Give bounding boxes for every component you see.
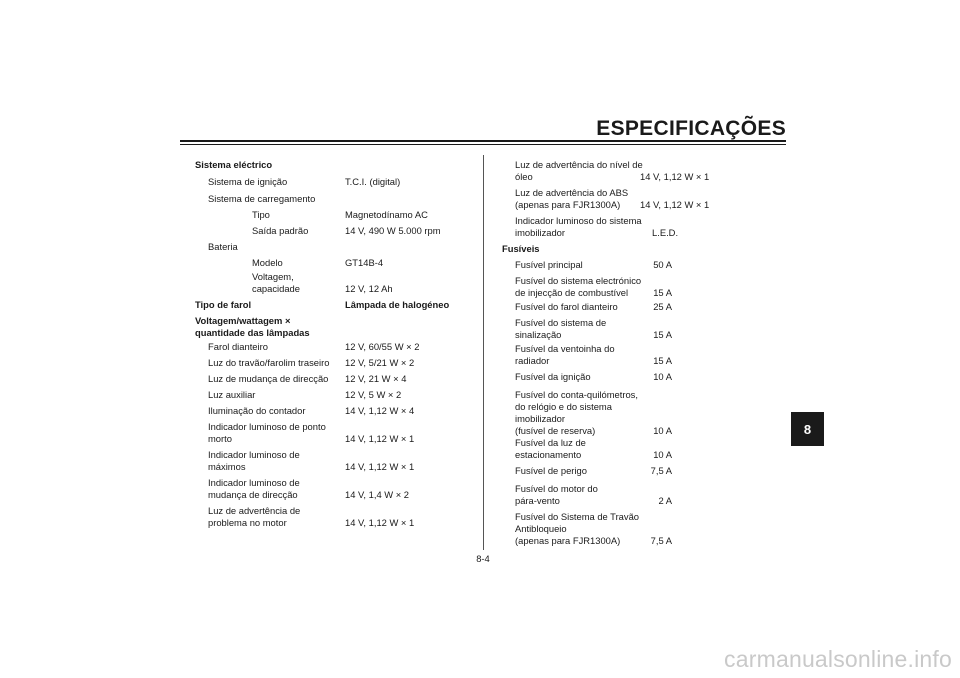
spec-label: Fusível de perigo [515, 465, 587, 476]
spec-label: Fusível do Sistema de Travão Antibloqueio (apenas para FJR1300A) [515, 511, 640, 546]
spec-label: Indicador luminoso do sistema imobilizador [515, 215, 642, 238]
spec-label: Luz de advertência de problema no motor [208, 505, 301, 528]
spec-label: Voltagem, capacidade [252, 271, 300, 294]
spec-value: 14 V, 490 W 5.000 rpm [345, 225, 441, 236]
spec-value: 12 V, 12 Ah [345, 283, 393, 294]
spec-label: Fusível da luz de estacionamento [515, 437, 586, 460]
spec-label: Fusível da ventoinha do radiador [515, 343, 615, 366]
spec-value: 14 V, 1,12 W × 1 [345, 461, 415, 472]
spec-label: Indicador luminoso de mudança de direcção [208, 477, 300, 500]
spec-label: Indicador luminoso de ponto morto [208, 421, 326, 444]
spec-value: T.C.I. (digital) [345, 176, 401, 187]
spec-value: 14 V, 1,12 W × 1 [640, 199, 710, 210]
spec-value: 12 V, 5 W × 2 [345, 389, 402, 400]
spec-value: 14 V, 1,12 W × 1 [640, 171, 710, 182]
spec-label: Indicador luminoso de máximos [208, 449, 300, 472]
column-divider [483, 155, 484, 550]
spec-value: 10 A [653, 425, 672, 436]
spec-label: Fusível do sistema de sinalização [515, 317, 607, 340]
spec-value: 12 V, 21 W × 4 [345, 373, 407, 384]
spec-label: Luz do travão/farolim traseiro [208, 357, 330, 368]
spec-label: Fusível do conta-quilómetros, do relógio e do sistema imobilizador (fusível de reserva) [515, 389, 638, 436]
spec-value: 50 A [653, 259, 672, 270]
header-rule-thin [180, 144, 786, 145]
watermark: carmanualsonline.info [724, 646, 952, 672]
spec-label: Fusível do sistema electrónico de injecção de combustível [515, 275, 642, 298]
spec-label: Fusíveis [502, 243, 540, 254]
spec-value: 7,5 A [650, 465, 672, 476]
header-rule [180, 140, 786, 142]
spec-label: Fusível do farol dianteiro [515, 301, 618, 312]
spec-value: GT14B-4 [345, 257, 384, 268]
spec-label: Farol dianteiro [208, 341, 268, 352]
spec-value: 14 V, 1,12 W × 1 [345, 517, 415, 528]
spec-label: Luz de advertência do nível de óleo [515, 159, 643, 182]
spec-label: Luz de advertência do ABS (apenas para FJR1300A) [515, 187, 629, 210]
spec-value: L.E.D. [652, 227, 679, 238]
spec-value: Lâmpada de halogéneo [345, 299, 450, 310]
spec-label: Tipo de farol [195, 299, 252, 310]
spec-label: Fusível da ignição [515, 371, 591, 382]
spec-value: 10 A [653, 371, 672, 382]
spec-label: Sistema de ignição [208, 176, 288, 187]
page-title: ESPECIFICAÇÕES [596, 117, 786, 140]
spec-label: Modelo [252, 257, 283, 268]
spec-value: 7,5 A [650, 535, 672, 546]
spec-value: 14 V, 1,4 W × 2 [345, 489, 410, 500]
spec-label: Fusível do motor do pára-vento [515, 483, 598, 506]
spec-value: 12 V, 60/55 W × 2 [345, 341, 420, 352]
section-tab: 8 [791, 412, 824, 446]
page-number: 8-4 [476, 553, 490, 564]
spec-value: 15 A [653, 355, 672, 366]
spec-value: 15 A [653, 329, 672, 340]
spec-value: 2 A [658, 495, 672, 506]
spec-label: Iluminação do contador [208, 405, 306, 416]
spec-label: Sistema de carregamento [208, 193, 316, 204]
spec-value: 12 V, 5/21 W × 2 [345, 357, 415, 368]
spec-label: Bateria [208, 241, 238, 252]
spec-label: Voltagem/wattagem × quantidade das lâmpadas [195, 315, 310, 338]
spec-value: Magnetodínamo AC [345, 209, 428, 220]
spec-value: 14 V, 1,12 W × 1 [345, 433, 415, 444]
spec-label: Sistema eléctrico [195, 159, 273, 170]
spec-value: 15 A [653, 287, 672, 298]
spec-label: Fusível principal [515, 259, 583, 270]
spec-label: Luz de mudança de direcção [208, 373, 329, 384]
spec-label: Luz auxiliar [208, 389, 256, 400]
spec-label: Tipo [252, 209, 270, 220]
spec-value: 14 V, 1,12 W × 4 [345, 405, 415, 416]
spec-value: 25 A [653, 301, 672, 312]
spec-value: 10 A [653, 449, 672, 460]
spec-label: Saída padrão [252, 225, 309, 236]
